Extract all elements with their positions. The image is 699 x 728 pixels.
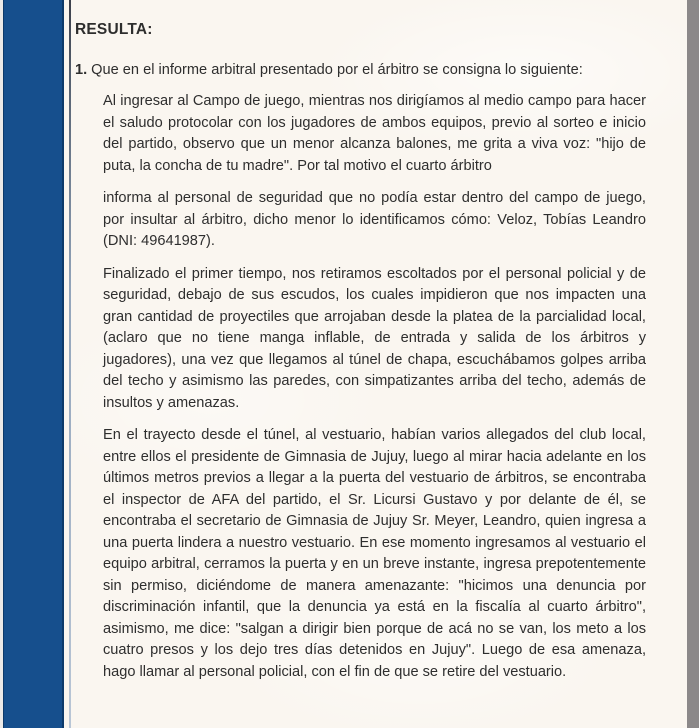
document-heading: RESULTA: <box>75 21 153 38</box>
vertical-rule <box>69 0 71 728</box>
window-edge-strip <box>687 0 699 728</box>
paragraph-block <box>75 91 646 683</box>
left-margin-bar <box>3 0 64 728</box>
document-content <box>75 21 646 694</box>
paragraph: informa al personal de seguridad que no podía estar dentro del campo de juego, por insultar al árbitro, dicho menor lo identificamos cómo: Veloz, Tobías Leandro (DNI: 49641987). <box>103 190 646 249</box>
item-number: 1. <box>75 62 88 78</box>
paragraph: Al ingresar al Campo de juego, mientras nos dirigíamos al medio campo para hacer el saludo protocolar con los jugadores de ambos equipos, previo al sorteo e inicio del partido, observo que un menor alcanza balones, me grita a viva voz: "hijo de puta, la concha de tu madre". Por tal motivo el cuarto árbitro <box>103 93 646 174</box>
paragraph: Finalizado el primer tiempo, nos retiramos escoltados por el personal policial y de seguridad, debajo de sus escudos, los cuales impidieron que nos impacten una gran cantidad de proyectiles que arrojaban desde la platea de la parcialidad local, (aclaro que no tiene manga inflable, de entrada y salida de los árbitros y jugadores), una vez que llegamos al túnel de chapa, escuchábamos golpes arriba del techo y asimismo las paredes, con simpatizantes arriba del techo, además de insultos y amenazas. <box>103 265 646 411</box>
paragraph: En el trayecto desde el túnel, al vestuario, habían varios allegados del club local, entre ellos el presidente de Gimnasia de Jujuy, luego al mirar hacia adelante en los últimos metros previos a llegar a la puerta del vestuario de árbitros, se encontraba el inspector de AFA del partido, el Sr. Licursi Gustavo y por delante de él, se encontraba el secretario de Gimnasia de Jujuy Sr. Meyer, Leandro, quien ingresa a una puerta lindera a nuestro vestuario. En ese momento ingresamos al vestuario el equipo arbitral, cerramos la puerta y en un breve instante, ingresa prepotentemente sin permiso, diciéndome de manera amenazante: "hicimos una denuncia por discriminación infantil, que la denuncia ya está en la fiscalía al cuarto árbitro", asimismo, me dice: "salgan a dirigir bien porque de acá no se van, los meto a los cuatro presos y los dejo tres días detenidos en Jujuy". Luego de esa amenaza, hago llamar al personal policial, con el fin de que se retire del vestuario. <box>103 427 646 680</box>
numbered-item <box>75 60 646 81</box>
item-text: Que en el informe arbitral presentado por el árbitro se consigna lo siguiente: <box>91 62 583 78</box>
